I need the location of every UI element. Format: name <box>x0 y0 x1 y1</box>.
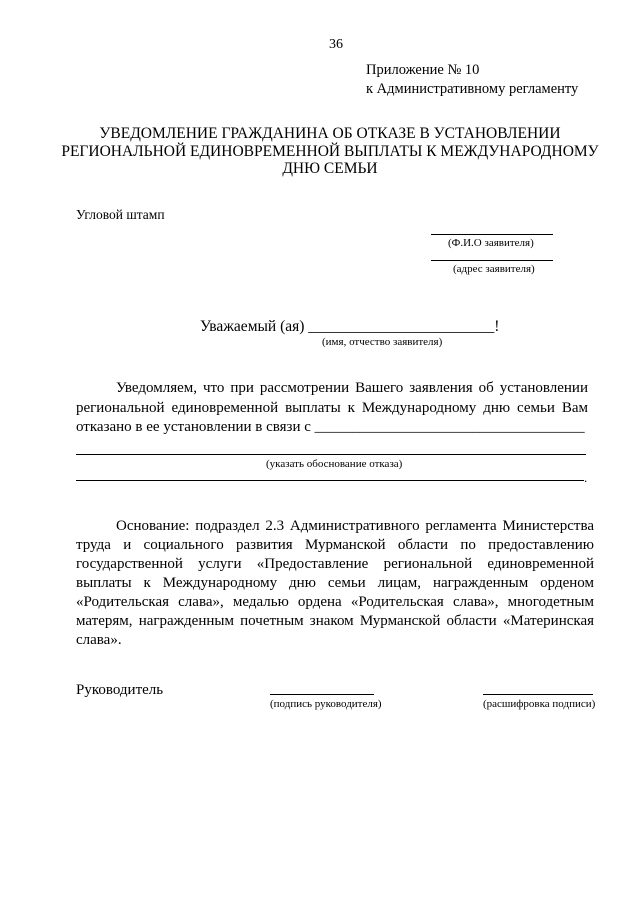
signature-decoding-caption: (расшифровка подписи) <box>483 698 596 710</box>
page-number: 36 <box>329 37 343 52</box>
notice-paragraph: Уведомляем, что при рассмотрении Вашего заявления об установлении региональной единовременной выплаты к Международному дню семьи Вам отказано в ее установлении в связи с ____________________________________ <box>76 380 588 435</box>
salutation-caption: (имя, отчество заявителя) <box>322 336 443 348</box>
salutation: Уважаемый (ая) ________________________! <box>200 318 500 335</box>
appendix-line-2: к Административному регламенту <box>366 80 579 97</box>
signature-decoding-line <box>483 694 593 695</box>
basis-paragraph: Основание: подраздел 2.3 Административного регламента Министерства труда и социального развития Мурманской области по предоставлению государственной услуги «Предоставление региональной единовременной выплаты к Международному дню семьи лицам, награжденным орденом «Родительская слава», медалью ордена «Родительская слава», многодетным матерям, награжденным почетным знаком Мурманской области «Материнская слава». <box>76 518 594 648</box>
appendix-line-1: Приложение № 10 <box>366 62 480 78</box>
reason-caption: (указать обоснование отказа) <box>266 458 403 470</box>
appendix-reference <box>366 61 578 98</box>
signature-line <box>270 694 374 695</box>
head-label: Руководитель <box>76 682 164 698</box>
applicant-name-line <box>431 234 553 235</box>
signature-caption: (подпись руководителя) <box>270 698 382 710</box>
applicant-address-caption: (адрес заявителя) <box>453 263 535 275</box>
applicant-address-line <box>431 260 553 261</box>
document-title: УВЕДОМЛЕНИЕ ГРАЖДАНИНА ОБ ОТКАЗЕ В УСТАНОВЛЕНИИ РЕГИОНАЛЬНОЙ ЕДИНОВРЕМЕННОЙ ВЫПЛАТЫ К МЕЖДУНАРОДНОМУ ДНЮ СЕМЬИ <box>61 125 599 177</box>
applicant-name-caption: (Ф.И.О заявителя) <box>448 237 534 249</box>
reason-line-2 <box>76 480 584 481</box>
reason-line-1 <box>76 454 586 455</box>
corner-stamp-label: Угловой штамп <box>76 207 165 222</box>
reason-end-dot: . <box>584 470 588 485</box>
